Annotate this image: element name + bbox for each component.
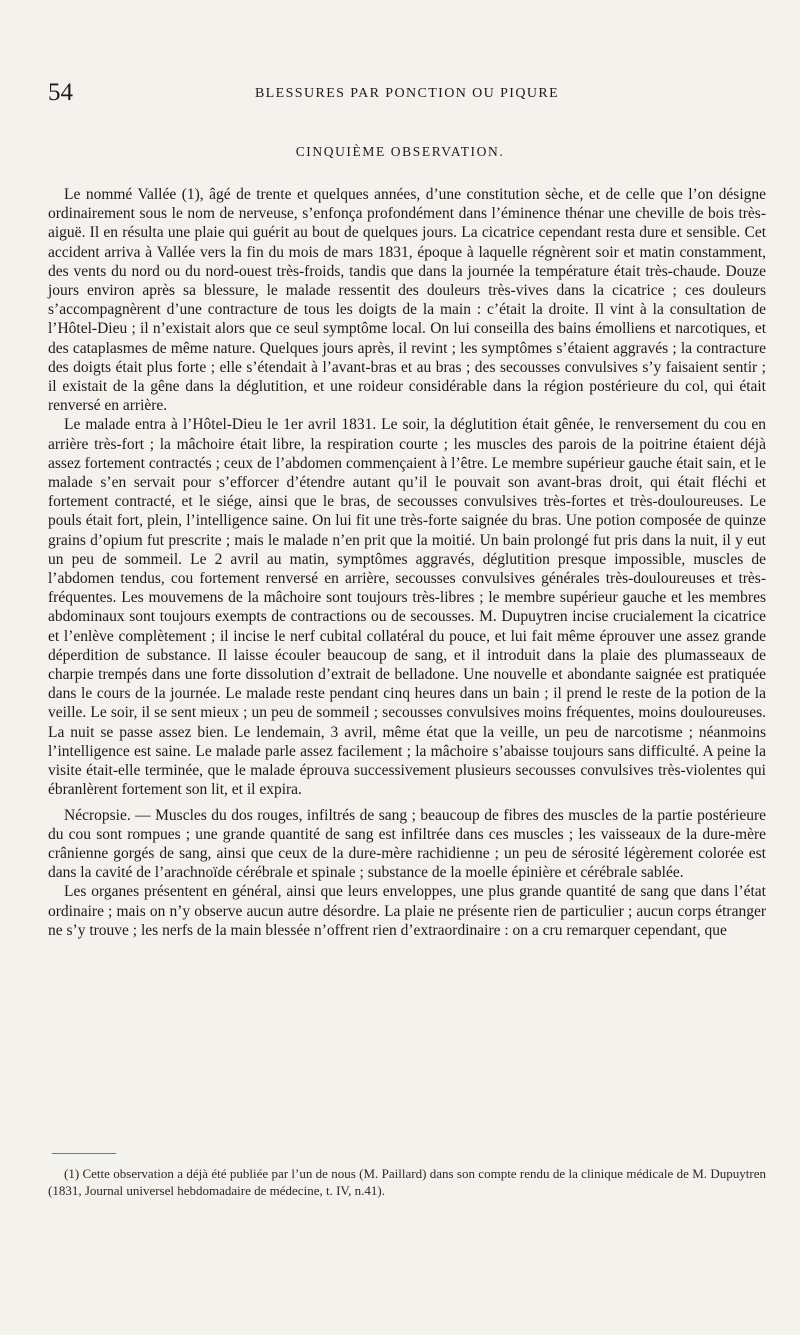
paragraph: Le nommé Vallée (1), âgé de trente et quelques années, d’une constitution sèche, et de celle que l’on désigne ordinairement sous le nom de nerveuse, s’enfonça profondément dans l’éminence thénar une cheville de bois très-aiguë. Il en résulta une plaie qui guérit au bout de quelques jours. La cicatrice cependant resta dure et sensible. Cet accident arriva à Vallée vers la fin du mois de mars 1831, époque à laquelle régnèrent soir et matin constamment, des vents du nord ou du nord-ouest très-froids, tandis que dans la journée la température était très-chaude. Douze jours environ après sa blessure, le malade ressentit des douleurs très-vives dans la cicatrice ; ces douleurs s’accompagnèrent d’une contracture de tous les doigts de la main : c’était la droite. Il vint à la consultation de l’Hôtel-Dieu ; il n’existait alors que ce seul symptôme local. On lui conseilla des bains émolliens et narcotiques, et des cataplasmes de même nature. Quelques jours après, il revint ; les symptômes s’étaient aggravés ; la contracture des doigts était plus forte ; elle s’étendait à l’avant-bras et au bras ; des secousses convulsives s’y faisaient sentir ; il existait de la gêne dans la déglutition, et une roideur considérable dans la région postérieure du col, qui était renversé en arrière. <box>48 186 766 415</box>
page-number: 54 <box>48 79 73 106</box>
footnote: (1) Cette observation a déjà été publiée par l’un de nous (M. Paillard) dans son compte rendu de la clinique médicale de M. Dupuytren (1831, Journal universel hebdomadaire de médecine, t. IV, n.41). <box>48 1166 766 1198</box>
footnote-rule <box>52 1153 116 1154</box>
page-header <box>48 78 766 108</box>
running-head: BLESSURES PAR PONCTION OU PIQURE <box>254 86 560 101</box>
paragraph: Nécropsie. — Muscles du dos rouges, infiltrés de sang ; beaucoup de fibres des muscles de la partie postérieure du cou sont rompues ; une grande quantité de sang est infiltrée dans ces muscles ; les vaisseaux de la dure-mère crânienne gorgés de sang, ainsi que ceux de la dure-mère rachidienne ; un peu de sérosité légèrement colorée est dans la cavité de l’arachnoïde cérébrale et spinale ; substance de la moelle épinière et cérébrale sablée. <box>48 806 766 882</box>
section-title: CINQUIÈME OBSERVATION. <box>295 144 505 159</box>
paragraph: Les organes présentent en général, ainsi que leurs enveloppes, une plus grande quantité de sang que dans l’état ordinaire ; mais on n’y observe aucun autre désordre. La plaie ne présente rien de particulier ; aucun corps étranger ne s’y trouve ; les nerfs de la main blessée n’offrent rien d’extraordinaire : on a cru remarquer cependant, que <box>48 883 766 939</box>
paragraph: Le malade entra à l’Hôtel-Dieu le 1er avril 1831. Le soir, la déglutition était gênée, le renversement du cou en arrière très-fort ; la mâchoire était libre, la respiration courte ; les muscles des parois de la poitrine étaient déjà assez fortement contractés ; ceux de l’abdomen commençaient à l’être. Le membre supérieur gauche était sain, et le malade s’en servait pour s’efforcer d’étendre autant qu’il le pouvait son avant-bras droit, qui était fléchi et fortement contracté, et le siége, ainsi que le bras, de secousses convulsives très-fortes et très-douloureuses. Le pouls était fort, plein, l’intelligence saine. On lui fit une très-forte saignée du bras. Une potion composée de quinze grains d’opium fut prescrite ; mais le malade n’en prit que la moitié. Un bain prolongé fut pris dans la nuit, il y eut un peu de sommeil. Le 2 avril au matin, symptômes aggravés, déglutition presque impossible, muscles de l’abdomen tendus, cou fortement renversé en arrière, secousses convulsives générales très-douloureuses et très-fréquentes. Les mouvemens de la mâchoire sont toujours très-libres ; le membre supérieur gauche et les membres abdominaux sont toujours exempts de contractions ou de secousses. M. Dupuytren incise crucialement la cicatrice et l’enlève complètement ; il incise le nerf cubital collatéral du pouce, et lui fait même éprouver une assez grande déperdition de substance. Il laisse écouler beaucoup de sang, et il introduit dans la plaie des plumasseaux de charpie trempés dans une forte dissolution d’extrait de belladone. Une nouvelle et abondante saignée est pratiquée dans le cours de la journée. Le malade reste pendant cinq heures dans un bain ; il prend le reste de la potion de la veille. Le soir, il se sent mieux ; un peu de sommeil ; secousses convulsives moins fréquentes, moins douloureuses. La nuit se passe assez bien. Le lendemain, 3 avril, même état que la veille, un peu de narcotisme ; néanmoins l’intelligence est saine. Le malade parle assez facilement ; la mâchoire s’abaisse toujours sans difficulté. A peine la visite était-elle terminée, que le malade éprouva successivement plusieurs secousses convulsives très-violentes qui ébranlèrent fortement son lit, et il expira. <box>48 416 766 799</box>
body-text <box>48 185 766 940</box>
